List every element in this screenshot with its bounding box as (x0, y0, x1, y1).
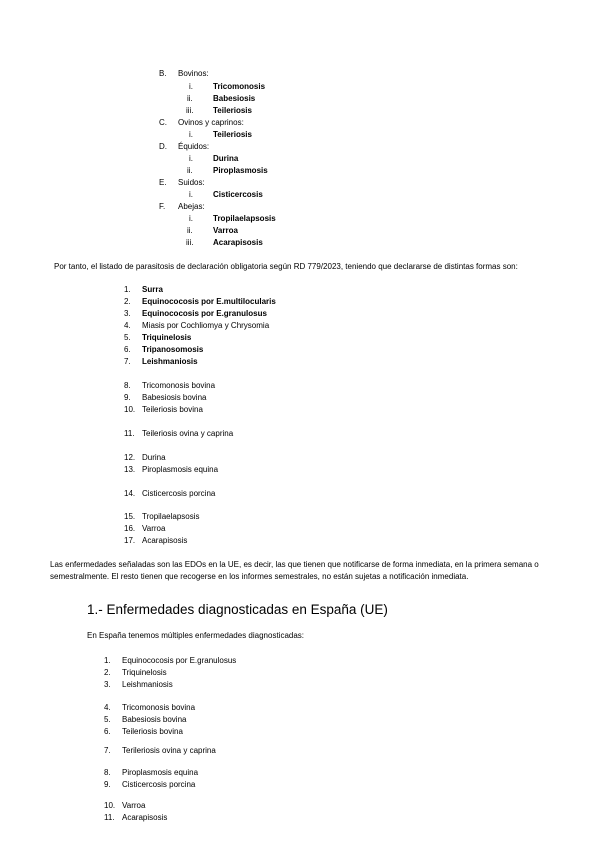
list-number: 2. (124, 297, 131, 306)
list-number: 7. (104, 746, 111, 755)
list-item: Miasis por Cochliomya y Chrysomia (142, 321, 270, 330)
list-number: 5. (104, 715, 111, 724)
list-item: Varroa (122, 801, 146, 810)
list-item: Tropilaelapsosis (142, 512, 200, 521)
species-label: Suidos: (178, 178, 205, 187)
note-paragraph: Las enfermedades señaladas son las EDOs en la UE, es decir, las que tienen que notificarse de forma inmediata, en la primera semana o semestralmente. El resto tienen que recogerse en los informes semestrales, no están sujetas a notificación inmediata. (50, 560, 539, 581)
list-item: Cisticercosis porcina (142, 489, 216, 498)
list-numeral: i. (189, 130, 193, 139)
list-item: Cisticercosis porcina (122, 780, 196, 789)
list-numeral: ii. (187, 166, 193, 175)
list-numeral: i. (189, 190, 193, 199)
list-item: Tripanosomosis (142, 345, 204, 354)
section-heading: 1.- Enfermedades diagnosticadas en España (UE) (87, 602, 388, 617)
list-numeral: i. (189, 82, 193, 91)
list-item: Triquinelosis (122, 668, 167, 677)
species-label: Équidos: (178, 142, 210, 151)
list-item: Acarapisosis (142, 536, 188, 545)
list-number: 7. (124, 357, 131, 366)
list-number: 11. (124, 429, 135, 438)
list-number: 4. (124, 321, 131, 330)
list-number: 6. (104, 727, 111, 736)
list-number: 3. (124, 309, 131, 318)
list-item: Tricomonosis (213, 82, 266, 91)
list-item: Durina (213, 154, 239, 163)
list-item: Surra (142, 285, 163, 294)
species-label: Ovinos y caprinos: (178, 118, 244, 127)
list-numeral: i. (189, 214, 193, 223)
list-number: 13. (124, 465, 136, 474)
list-item: Piroplasmosis equina (122, 768, 199, 777)
list-letter: E. (159, 178, 167, 187)
list-item: Babesiosis (213, 94, 256, 103)
list-item: Durina (142, 453, 166, 462)
list-number: 6. (124, 345, 131, 354)
list-item: Teileriosis ovina y caprina (142, 429, 234, 438)
list-number: 14. (124, 489, 136, 498)
list-item: Teileriosis bovina (142, 405, 203, 414)
list-number: 15. (124, 512, 136, 521)
list-numeral: iii. (186, 106, 194, 115)
list-item: Teileriosis (213, 106, 252, 115)
list-numeral: i. (189, 154, 193, 163)
list-item: Acarapisosis (122, 813, 168, 822)
list-item: Piroplasmosis (213, 166, 268, 175)
intro-paragraph: Por tanto, el listado de parasitosis de declaración obligatoria según RD 779/2023, teniendo que declararse de distintas formas son: (54, 262, 518, 271)
list-item: Tricomonosis bovina (142, 381, 216, 390)
list-item: Piroplasmosis equina (142, 465, 219, 474)
list-number: 3. (104, 680, 111, 689)
list-number: 9. (124, 393, 131, 402)
section-intro: En España tenemos múltiples enfermedades diagnosticadas: (87, 631, 305, 640)
list-item: Terileriosis ovina y caprina (122, 746, 216, 755)
list-number: 8. (124, 381, 131, 390)
list-numeral: ii. (187, 226, 193, 235)
list-number: 1. (124, 285, 131, 294)
list-item: Tricomonosis bovina (122, 703, 196, 712)
list-number: 9. (104, 780, 111, 789)
list-number: 8. (104, 768, 111, 777)
list-letter: B. (159, 69, 167, 78)
list-number: 17. (124, 536, 136, 545)
list-item: Cisticercosis (213, 190, 263, 199)
list-item: Teileriosis bovina (122, 727, 183, 736)
list-number: 16. (124, 524, 136, 533)
list-item: Varroa (142, 524, 166, 533)
list-number: 10. (104, 801, 116, 810)
list-letter: C. (159, 118, 167, 127)
list-number: 4. (104, 703, 111, 712)
list-item: Equinococosis por E.granulosus (122, 656, 237, 665)
list-item: Equinococosis por E.multilocularis (142, 297, 276, 306)
list-item: Acarapisosis (213, 238, 263, 247)
list-numeral: ii. (187, 94, 193, 103)
list-item: Varroa (213, 226, 238, 235)
list-number: 10. (124, 405, 136, 414)
list-number: 12. (124, 453, 136, 462)
list-item: Equinococosis por E.granulosus (142, 309, 267, 318)
species-label: Abejas: (178, 202, 205, 211)
list-item: Tropilaelapsosis (213, 214, 276, 223)
list-number: 5. (124, 333, 131, 342)
list-letter: D. (159, 142, 167, 151)
species-label: Bovinos: (178, 69, 209, 78)
list-item: Triquinelosis (142, 333, 192, 342)
list-item: Babesiosis bovina (142, 393, 207, 402)
list-item: Babesiosis bovina (122, 715, 187, 724)
list-numeral: iii. (186, 238, 194, 247)
list-item: Leishmaniosis (142, 357, 198, 366)
list-number: 11. (104, 813, 115, 822)
list-letter: F. (159, 202, 166, 211)
list-item: Teileriosis (213, 130, 252, 139)
list-number: 1. (104, 656, 111, 665)
list-number: 2. (104, 668, 111, 677)
list-item: Leishmaniosis (122, 680, 173, 689)
